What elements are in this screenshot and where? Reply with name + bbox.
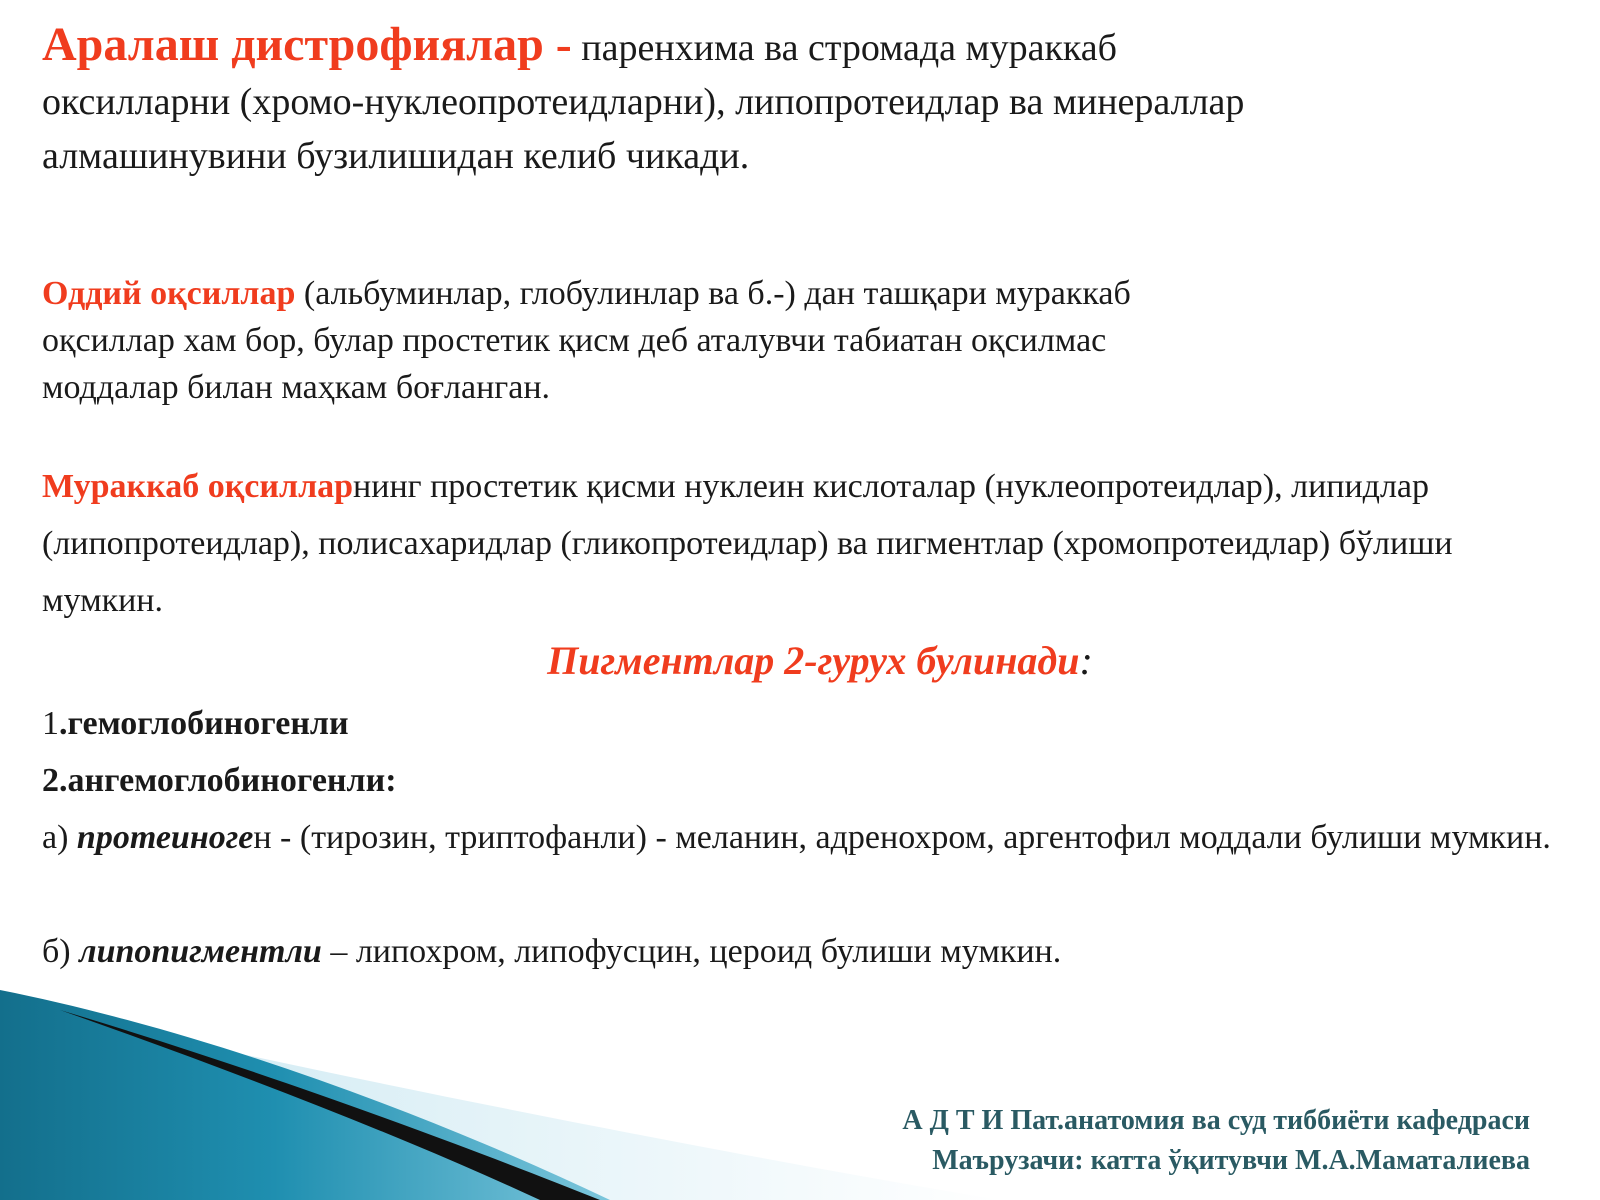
simple-proteins-text: (альбуминлар, глобулинлар ва б.-) дан ташқари мураккаб оқсиллар хам бор, булар простетик қисм деб аталувчи табиатан оқсилмас моддалар билан маҳкам боғланган.: [42, 275, 1131, 406]
list-item-1-number: 1: [42, 705, 59, 742]
list-item-a-term: протеиноге: [76, 819, 254, 856]
intro-title: Аралаш дистрофиялар -: [42, 18, 572, 71]
pigments-heading-colon: :: [1079, 638, 1093, 683]
footer-lecturer: Маърузачи: катта ўқитувчи М.А.Маматалиева: [932, 1145, 1530, 1176]
list-item-b-text: – липохром, липофусцин, цероид булиши мумкин.: [321, 933, 1062, 970]
complex-proteins-text: нинг простетик қисми нуклеин кислоталар (нуклеопротеидлар), липидлар (липопротеидлар), полисахаридлар (гликопротеидлар) ва пигментлар (хромопротеидлар) бўлиши мумкин.: [42, 468, 1453, 619]
list-item-b-term: липопигментли: [79, 933, 322, 970]
list-item-2: 2.ангемоглобиногенли:: [42, 762, 397, 799]
pigments-heading: [0, 637, 1600, 684]
pigments-heading-text: Пигментлар 2-гурух булинади: [547, 638, 1080, 683]
list-item-a: [42, 809, 1572, 866]
intro-text: паренхима ва стромада мураккаб оксилларни (хромо-нуклеопротеидларни), липопротеидлар ва минераллар алмашинувини бузилишидан келиб чикади.: [42, 27, 1245, 177]
list-item-1-text: .гемоглобиногенли: [59, 705, 349, 742]
intro-paragraph: [42, 18, 1272, 183]
simple-proteins-paragraph: [42, 270, 1222, 411]
footer-department: А Д Т И Пат.анатомия ва суд тиббиёти кафедраси: [902, 1105, 1530, 1136]
simple-proteins-term: Оддий оқсиллар: [42, 275, 296, 312]
complex-proteins-paragraph: [42, 458, 1572, 629]
list-item-a-text: н - (тирозин, триптофанли) - меланин, адренохром, аргентофил моддали булиши мумкин.: [253, 819, 1551, 856]
list-item-b-prefix: б): [42, 933, 80, 970]
list-item-a-prefix: а): [42, 819, 77, 856]
list-item-1: [42, 695, 1572, 752]
complex-proteins-term: Мураккаб оқсиллар: [42, 468, 354, 505]
